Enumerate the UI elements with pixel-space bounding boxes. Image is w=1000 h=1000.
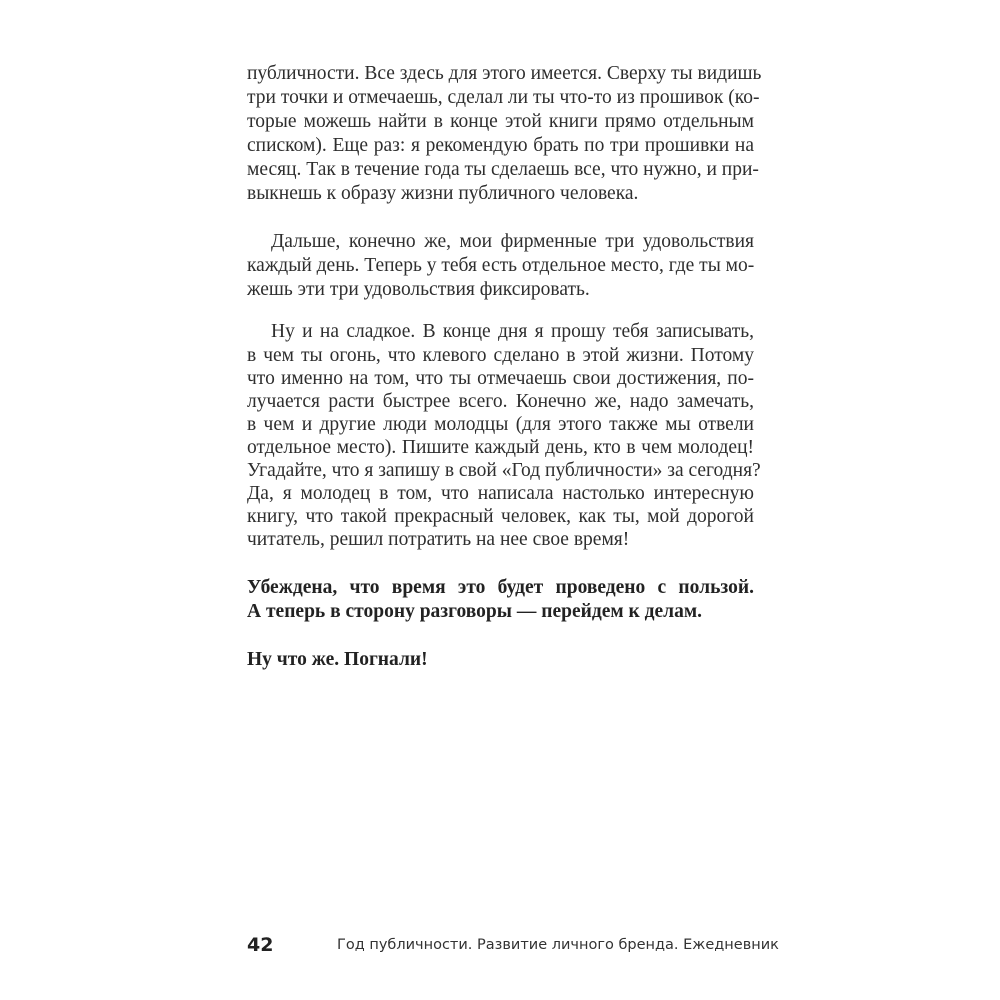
text-line: в чем и другие люди молодцы (для этого также мы отвели xyxy=(247,414,754,435)
text-line: три точки и отмечаешь, сделал ли ты что-то из прошивок (ко- xyxy=(247,87,760,108)
page-number: 42 xyxy=(247,934,274,956)
text-line: что именно на том, что ты отмечаешь свои достижения, по- xyxy=(247,368,754,389)
text-line: Угадайте, что я запишу в свой «Год публичности» за сегодня? xyxy=(247,460,761,481)
text-line: Ну что же. Погнали! xyxy=(247,649,428,670)
text-line: торые можешь найти в конце этой книги прямо отдельным xyxy=(247,111,754,132)
text-line: читатель, решил потратить на нее свое время! xyxy=(247,529,630,550)
text-line: Ну и на сладкое. В конце дня я прошу тебя записывать, xyxy=(271,321,754,342)
text-line: месяц. Так в течение года ты сделаешь все, что нужно, и при- xyxy=(247,159,759,180)
text-line: лучается расти быстрее всего. Конечно же, надо замечать, xyxy=(247,391,754,412)
text-line: жешь эти три удовольствия фиксировать. xyxy=(247,279,590,300)
text-line: выкнешь к образу жизни публичного человека. xyxy=(247,183,639,204)
text-line: Убеждена, что время это будет проведено с пользой. xyxy=(247,577,754,598)
text-line: отдельное место). Пишите каждый день, кто в чем молодец! xyxy=(247,437,754,458)
text-line: списком). Еще раз: я рекомендую брать по три прошивки на xyxy=(247,135,754,156)
running-title: Год публичности. Развитие личного бренда. Ежедневник xyxy=(337,937,779,953)
text-line: Дальше, конечно же, мои фирменные три удовольствия xyxy=(271,231,754,252)
text-line: А теперь в сторону разговоры — перейдем к делам. xyxy=(247,601,703,622)
text-line: в чем ты огонь, что клевого сделано в этой жизни. Потому xyxy=(247,345,754,366)
text-line: Да, я молодец в том, что написала настолько интересную xyxy=(247,483,754,504)
text-line: книгу, что такой прекрасный человек, как ты, мой дорогой xyxy=(247,506,754,527)
text-line: каждый день. Теперь у тебя есть отдельное место, где ты мо- xyxy=(247,255,755,276)
text-line: публичности. Все здесь для этого имеется. Сверху ты видишь xyxy=(247,63,762,84)
